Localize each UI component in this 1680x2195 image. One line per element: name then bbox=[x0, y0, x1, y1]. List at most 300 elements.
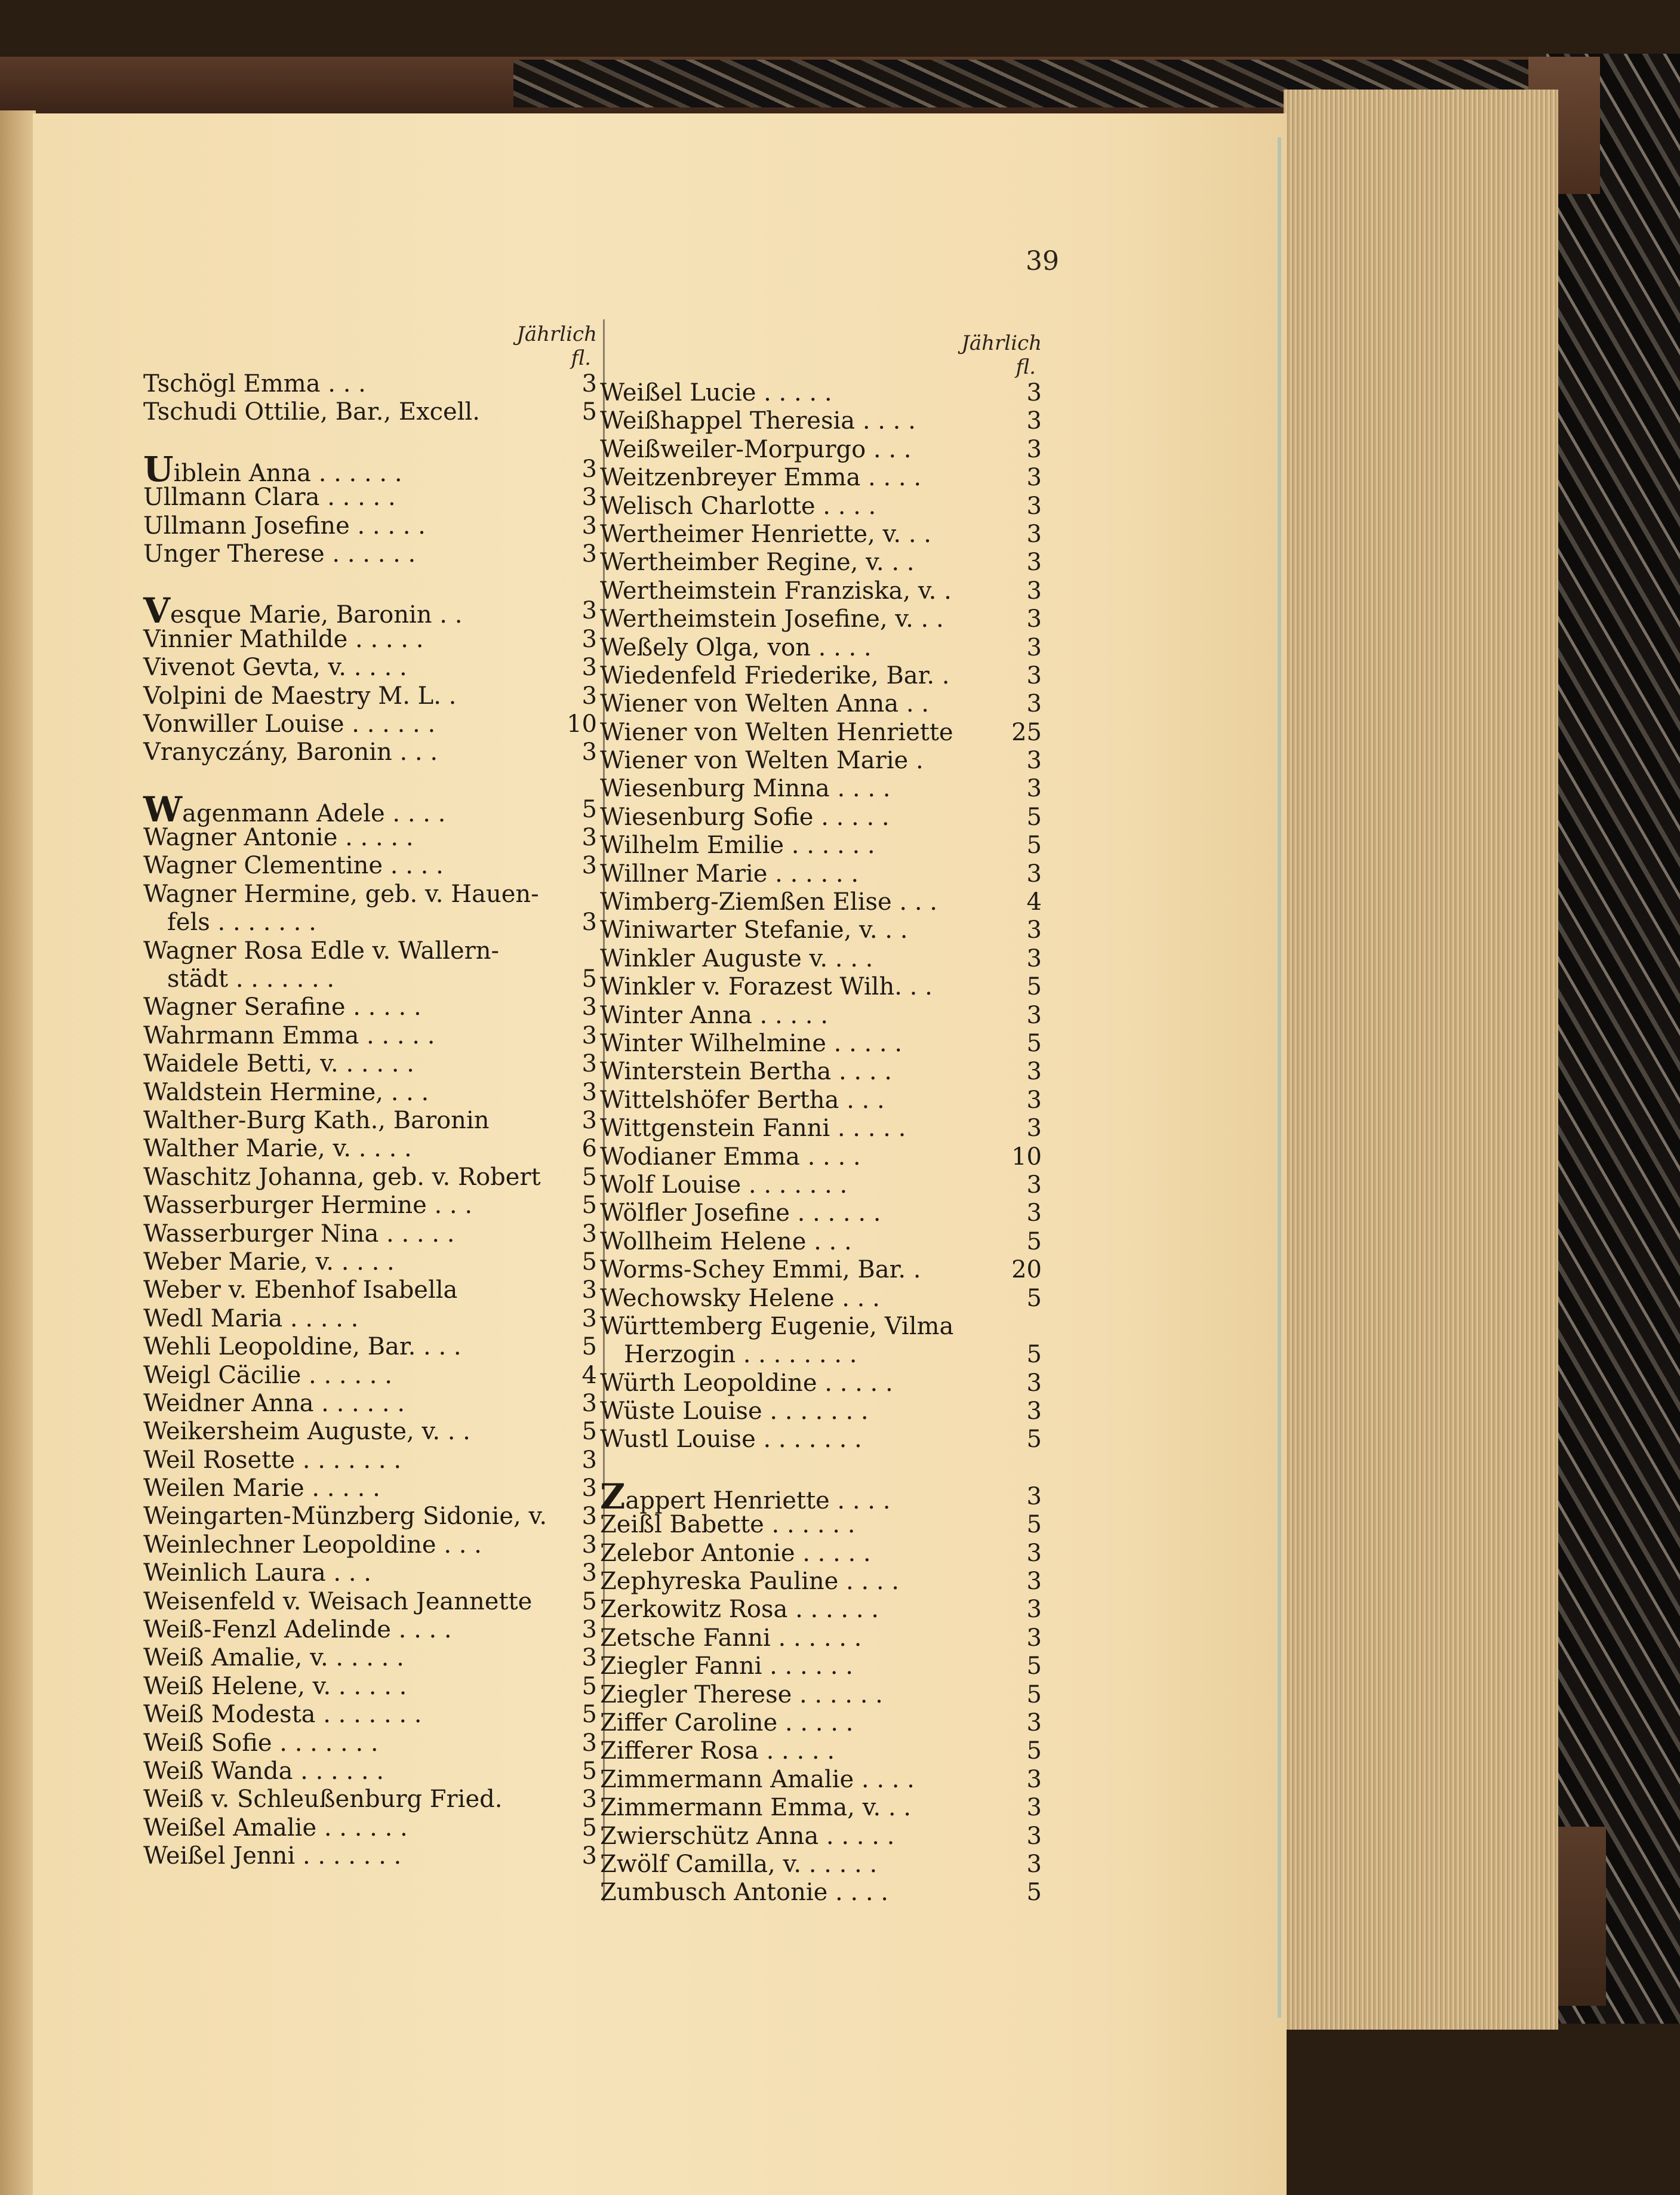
list-item bbox=[600, 945, 1042, 973]
entry-name: Vonwiller Louise . . . . . . bbox=[143, 710, 436, 738]
entry-amount: 3 bbox=[1026, 379, 1042, 407]
entry-name: Weißel Jenni . . . . . . . bbox=[143, 1842, 402, 1870]
list-item bbox=[600, 832, 1042, 860]
entry-amount: 4 bbox=[581, 1361, 597, 1389]
entry-amount: 5 bbox=[581, 1814, 597, 1842]
entry-name: Wasserburger Hermine . . . bbox=[143, 1192, 473, 1220]
entry-name: Weiß Modesta . . . . . . . bbox=[143, 1701, 422, 1729]
entry-amount: 3 bbox=[1026, 1482, 1042, 1510]
entry-amount: 3 bbox=[581, 1729, 597, 1757]
entry-amount: 3 bbox=[581, 852, 597, 880]
entry-amount: 3 bbox=[1026, 690, 1042, 718]
list-item bbox=[600, 1086, 1042, 1115]
entry-amount: 3 bbox=[1026, 1822, 1042, 1850]
entry-name: Weingarten-Münzberg Sidonie, v. bbox=[143, 1503, 547, 1531]
entry-name: Württemberg Eugenie, Vilma bbox=[600, 1312, 954, 1340]
list-item bbox=[600, 804, 1042, 832]
entry-amount: 3 bbox=[581, 738, 597, 766]
list-item bbox=[143, 540, 597, 568]
list-item bbox=[600, 1171, 1042, 1199]
entry-name: Winkler v. Forazest Wilh. . . bbox=[600, 973, 933, 1001]
entry-amount: 3 bbox=[581, 1220, 597, 1248]
entry-amount: 3 bbox=[1026, 605, 1042, 633]
entry-amount: 3 bbox=[1026, 916, 1042, 944]
entry-amount: 5 bbox=[1026, 1879, 1042, 1907]
entry-name: städt . . . . . . . bbox=[167, 965, 335, 993]
entry-amount: 3 bbox=[581, 1050, 597, 1078]
entry-name: Vivenot Gevta, v. . . . . bbox=[143, 654, 407, 682]
list-item bbox=[143, 738, 597, 766]
entry-amount: 3 bbox=[581, 654, 597, 682]
entry-amount: 3 bbox=[581, 484, 597, 512]
entry-amount: 10 bbox=[567, 710, 597, 738]
entry-name: Weber v. Ebenhof Isabella bbox=[143, 1276, 458, 1304]
list-item bbox=[600, 662, 1042, 690]
entry-name: Wertheimber Regine, v. . . bbox=[600, 549, 915, 577]
entry-name: Wertheimer Henriette, v. . . bbox=[600, 520, 931, 548]
entry-amount: 3 bbox=[581, 455, 597, 483]
list-item bbox=[143, 937, 597, 965]
entry-name: Zimmermann Amalie . . . . bbox=[600, 1765, 915, 1793]
entry-amount: 5 bbox=[1026, 1227, 1042, 1255]
entry-amount: 3 bbox=[1026, 775, 1042, 803]
entry-name: Ziffer Caroline . . . . . bbox=[600, 1708, 854, 1737]
list-item bbox=[600, 521, 1042, 549]
header-unit: fl. bbox=[571, 346, 591, 370]
entry-amount: 3 bbox=[1026, 1794, 1042, 1822]
list-item bbox=[143, 1107, 597, 1135]
list-item bbox=[143, 1248, 597, 1276]
entry-name: Weiß-Fenzl Adelinde . . . . bbox=[143, 1616, 452, 1644]
entry-name: Walther Marie, v. . . . . bbox=[143, 1135, 412, 1163]
entry-amount: 6 bbox=[581, 1135, 597, 1163]
entry-name: Weißhappel Theresia . . . . bbox=[600, 407, 916, 435]
entry-amount: 5 bbox=[581, 1192, 597, 1220]
list-item bbox=[143, 1135, 597, 1163]
list-item bbox=[600, 1652, 1042, 1680]
entry-name: Weißel Amalie . . . . . . bbox=[143, 1814, 408, 1842]
list-item bbox=[600, 1624, 1042, 1652]
list-item bbox=[143, 626, 597, 654]
list-item bbox=[600, 690, 1042, 718]
entry-name: Ziegler Therese . . . . . . bbox=[600, 1680, 883, 1708]
list-item bbox=[600, 1397, 1042, 1426]
list-item bbox=[143, 789, 597, 830]
entry-name: Ziegler Fanni . . . . . . bbox=[600, 1652, 853, 1680]
entry-name: Vranyczány, Baronin . . . bbox=[143, 738, 438, 766]
list-item bbox=[143, 1757, 597, 1785]
entry-amount: 3 bbox=[1026, 577, 1042, 605]
list-item bbox=[143, 370, 597, 398]
list-item bbox=[600, 1030, 1042, 1058]
entry-amount: 5 bbox=[581, 1333, 597, 1361]
entry-amount: 3 bbox=[1026, 1596, 1042, 1624]
entry-amount: 5 bbox=[1026, 1737, 1042, 1765]
entry-name: Weil Rosette . . . . . . . bbox=[143, 1446, 402, 1474]
entry-amount: 3 bbox=[581, 1785, 597, 1814]
entry-amount: 3 bbox=[1026, 1850, 1042, 1878]
list-item bbox=[143, 1220, 597, 1248]
entry-amount: 3 bbox=[1026, 1708, 1042, 1737]
entry-name: Wechowsky Helene . . . bbox=[600, 1284, 880, 1312]
entry-name: Unger Therese . . . . . . bbox=[143, 540, 416, 568]
entry-amount: 3 bbox=[1026, 435, 1042, 463]
list-item bbox=[600, 1313, 1042, 1341]
entry-amount: 3 bbox=[581, 1389, 597, 1417]
list-item bbox=[143, 1333, 597, 1361]
page-edge-tint bbox=[1278, 137, 1281, 2018]
entry-name: Weinlechner Leopoldine . . . bbox=[143, 1531, 482, 1559]
entry-name: Wiesenburg Minna . . . . bbox=[600, 775, 891, 803]
list-item bbox=[143, 1276, 597, 1304]
list-item bbox=[143, 1050, 597, 1078]
list-item bbox=[143, 1644, 597, 1672]
entry-name: Wertheimstein Josefine, v. . . bbox=[600, 605, 944, 633]
section-gap bbox=[143, 767, 597, 796]
entry-name: Weiß v. Schleußenburg Fried. bbox=[143, 1785, 503, 1814]
list-item bbox=[600, 436, 1042, 464]
entry-amount: 25 bbox=[1011, 718, 1042, 746]
list-item bbox=[600, 860, 1042, 888]
entry-name: Weber Marie, v. . . . . bbox=[143, 1248, 395, 1276]
entry-name: Ullmann Clara . . . . . bbox=[143, 484, 396, 512]
entry-name: Wolf Louise . . . . . . . bbox=[600, 1171, 848, 1199]
entry-amount: 5 bbox=[1026, 832, 1042, 860]
list-item bbox=[600, 1228, 1042, 1256]
entry-name: Wiedenfeld Friederike, Bar. . bbox=[600, 661, 950, 689]
entry-name: Weißel Lucie . . . . . bbox=[600, 379, 832, 407]
entry-amount: 3 bbox=[1026, 1765, 1042, 1793]
list-item bbox=[600, 577, 1042, 605]
entry-amount: 5 bbox=[581, 398, 597, 426]
list-item bbox=[600, 1426, 1042, 1454]
entry-name: Weidner Anna . . . . . . bbox=[143, 1389, 405, 1417]
entry-amount: 3 bbox=[1026, 944, 1042, 972]
entry-amount: 5 bbox=[581, 795, 597, 823]
entry-amount: 3 bbox=[1026, 1171, 1042, 1199]
list-item bbox=[143, 1588, 597, 1616]
list-item bbox=[143, 1192, 597, 1220]
list-item bbox=[143, 682, 597, 710]
entry-name: fels . . . . . . . bbox=[167, 909, 316, 937]
entry-amount: 3 bbox=[581, 540, 597, 568]
entry-amount: 3 bbox=[1026, 1369, 1042, 1397]
facing-page-edge bbox=[0, 110, 36, 2195]
list-item bbox=[600, 1709, 1042, 1737]
entry-name: Zifferer Rosa . . . . . bbox=[600, 1737, 835, 1765]
list-item bbox=[143, 654, 597, 682]
entry-name: Wustl Louise . . . . . . . bbox=[600, 1426, 862, 1454]
entry-name: Wodianer Emma . . . . bbox=[600, 1143, 861, 1171]
entry-name: Wagner Antonie . . . . . bbox=[143, 824, 414, 852]
entry-name: Wagner Hermine, geb. v. Hauen- bbox=[143, 880, 539, 908]
entry-amount: 3 bbox=[581, 1531, 597, 1559]
list-item bbox=[600, 1115, 1042, 1143]
list-item bbox=[600, 888, 1042, 916]
entry-name: Waschitz Johanna, geb. v. Robert bbox=[143, 1163, 541, 1191]
entry-amount: 3 bbox=[1026, 1199, 1042, 1227]
list-item bbox=[600, 1341, 1042, 1369]
list-item bbox=[600, 464, 1042, 492]
entry-name: Weßely Olga, von . . . . bbox=[600, 633, 872, 661]
marbled-cover-right bbox=[1546, 54, 1680, 2024]
entry-name: Winterstein Bertha . . . . bbox=[600, 1058, 892, 1086]
entry-name: Wasserburger Nina . . . . . bbox=[143, 1220, 455, 1248]
entry-name: Weiß Wanda . . . . . . bbox=[143, 1757, 384, 1785]
entry-amount: 3 bbox=[581, 993, 597, 1021]
entry-name: Vesque Marie, Baronin . . bbox=[143, 590, 463, 632]
right-column bbox=[600, 331, 1042, 1907]
header-label: Jährlich bbox=[961, 331, 1042, 355]
entry-amount: 5 bbox=[1026, 1680, 1042, 1708]
column-header bbox=[600, 331, 1042, 379]
entry-amount: 5 bbox=[581, 1163, 597, 1191]
list-item bbox=[600, 973, 1042, 1001]
entry-name: Wertheimstein Franziska, v. . bbox=[600, 577, 952, 605]
entry-amount: 5 bbox=[581, 1757, 597, 1785]
entry-amount: 3 bbox=[1026, 1568, 1042, 1596]
list-item bbox=[600, 605, 1042, 633]
entry-amount: 3 bbox=[581, 682, 597, 710]
entry-name: Weisenfeld v. Weisach Jeannette bbox=[143, 1587, 533, 1615]
entry-amount: 3 bbox=[1026, 1624, 1042, 1652]
entry-amount: 10 bbox=[1011, 1143, 1042, 1171]
entry-amount: 3 bbox=[1026, 492, 1042, 520]
entry-name: Wittelshöfer Bertha . . . bbox=[600, 1086, 885, 1114]
entry-amount: 3 bbox=[581, 1616, 597, 1644]
entry-name: Weinlich Laura . . . bbox=[143, 1559, 371, 1587]
list-item bbox=[600, 1285, 1042, 1313]
entry-amount: 3 bbox=[581, 1304, 597, 1332]
list-item bbox=[600, 407, 1042, 435]
entry-amount: 3 bbox=[581, 1446, 597, 1474]
entry-amount: 3 bbox=[1026, 549, 1042, 577]
entry-name: Wüste Louise . . . . . . . bbox=[600, 1397, 869, 1426]
entry-name: Wedl Maria . . . . . bbox=[143, 1304, 359, 1332]
entry-name: Zephyreska Pauline . . . . bbox=[600, 1568, 900, 1596]
entry-name: Weigl Cäcilie . . . . . . bbox=[143, 1361, 392, 1389]
entry-amount: 3 bbox=[1026, 633, 1042, 661]
list-item bbox=[143, 448, 597, 490]
entry-amount: 3 bbox=[1026, 747, 1042, 775]
list-item bbox=[143, 1022, 597, 1050]
list-item bbox=[143, 1418, 597, 1446]
list-item bbox=[600, 1143, 1042, 1171]
entry-name: Ullmann Josefine . . . . . bbox=[143, 512, 426, 540]
entry-amount: 3 bbox=[581, 625, 597, 653]
entry-name: Wölfler Josefine . . . . . . bbox=[600, 1199, 881, 1227]
entry-amount: 5 bbox=[581, 1248, 597, 1276]
entry-amount: 3 bbox=[581, 909, 597, 937]
entry-amount: 5 bbox=[581, 965, 597, 993]
entry-amount: 3 bbox=[581, 1078, 597, 1106]
list-item bbox=[143, 1701, 597, 1729]
list-item bbox=[143, 1079, 597, 1107]
list-item bbox=[143, 1390, 597, 1418]
list-item bbox=[600, 1794, 1042, 1822]
entry-name: Waidele Betti, v. . . . . . bbox=[143, 1050, 414, 1078]
entry-amount: 3 bbox=[581, 1842, 597, 1870]
list-item bbox=[143, 1785, 597, 1814]
list-item bbox=[143, 1305, 597, 1333]
list-item bbox=[143, 852, 597, 880]
entry-amount: 5 bbox=[1026, 1511, 1042, 1539]
list-item bbox=[600, 1199, 1042, 1227]
entry-amount: 5 bbox=[1026, 803, 1042, 831]
entry-name: Zerkowitz Rosa . . . . . . bbox=[600, 1596, 879, 1624]
list-item bbox=[600, 379, 1042, 407]
list-item bbox=[143, 512, 597, 540]
entry-amount: 3 bbox=[1026, 1397, 1042, 1426]
entry-amount: 3 bbox=[1026, 1058, 1042, 1086]
list-item bbox=[600, 1369, 1042, 1397]
entry-amount: 3 bbox=[581, 1106, 597, 1134]
entry-name: Zelebor Antonie . . . . . bbox=[600, 1539, 871, 1567]
entry-name: Winter Anna . . . . . bbox=[600, 1001, 828, 1029]
left-column bbox=[143, 322, 597, 1871]
entry-amount: 3 bbox=[1026, 407, 1042, 435]
list-item bbox=[143, 710, 597, 738]
entry-name: Winter Wilhelmine . . . . . bbox=[600, 1029, 903, 1057]
list-item bbox=[143, 1729, 597, 1757]
entry-name: Wehli Leopoldine, Bar. . . . bbox=[143, 1333, 461, 1361]
list-item bbox=[143, 1446, 597, 1474]
entry-name: Weilen Marie . . . . . bbox=[143, 1474, 380, 1503]
list-item bbox=[600, 549, 1042, 577]
entry-amount: 5 bbox=[1026, 1652, 1042, 1680]
entry-name: Wilhelm Emilie . . . . . . bbox=[600, 832, 875, 860]
entry-name: Walther-Burg Kath., Baronin bbox=[143, 1106, 490, 1134]
entry-name: Wollheim Helene . . . bbox=[600, 1227, 852, 1255]
entry-name: Winkler Auguste v. . . . bbox=[600, 944, 873, 972]
page-number: 39 bbox=[1026, 246, 1059, 276]
entry-amount: 3 bbox=[1026, 464, 1042, 492]
entry-name: Welisch Charlotte . . . . bbox=[600, 492, 876, 520]
entry-name: Waldstein Hermine, . . . bbox=[143, 1078, 429, 1106]
entry-name: Wimberg-Ziemßen Elise . . . bbox=[600, 888, 937, 916]
entry-amount: 3 bbox=[1026, 1086, 1042, 1114]
list-item bbox=[600, 1058, 1042, 1086]
entry-name: Zeißl Babette . . . . . . bbox=[600, 1511, 856, 1539]
list-item bbox=[143, 1842, 597, 1870]
entry-amount: 3 bbox=[1026, 1539, 1042, 1567]
list-item bbox=[600, 1568, 1042, 1596]
column-header bbox=[143, 322, 597, 370]
entry-amount: 3 bbox=[581, 1021, 597, 1049]
list-item bbox=[143, 1474, 597, 1503]
entry-name: Wittgenstein Fanni . . . . . bbox=[600, 1115, 906, 1143]
left-entry-list bbox=[143, 370, 597, 1871]
entry-amount: 5 bbox=[1026, 1029, 1042, 1057]
entry-name: Wagner Rosa Edle v. Wallern- bbox=[143, 937, 500, 965]
list-item bbox=[143, 590, 597, 632]
entry-name: Weiß Helene, v. . . . . . bbox=[143, 1672, 407, 1700]
list-item bbox=[600, 1681, 1042, 1709]
entry-amount: 3 bbox=[581, 824, 597, 852]
list-item bbox=[143, 993, 597, 1021]
entry-name: Weiß Amalie, v. . . . . . bbox=[143, 1644, 404, 1672]
entry-amount: 5 bbox=[1026, 1284, 1042, 1312]
entry-amount: 3 bbox=[581, 1276, 597, 1304]
entry-name: Zimmermann Emma, v. . . bbox=[600, 1794, 912, 1822]
entry-name: Wiener von Welten Henriette bbox=[600, 718, 953, 746]
list-item bbox=[143, 824, 597, 852]
list-item bbox=[600, 1879, 1042, 1907]
entry-amount: 3 bbox=[1026, 1001, 1042, 1029]
list-item bbox=[143, 398, 597, 426]
list-item bbox=[600, 747, 1042, 775]
page-edges bbox=[1284, 90, 1558, 2030]
entry-name: Wagner Serafine . . . . . bbox=[143, 993, 421, 1021]
list-item bbox=[143, 965, 597, 993]
entry-name: Zwölf Camilla, v. . . . . . bbox=[600, 1850, 878, 1878]
list-item bbox=[143, 1673, 597, 1701]
section-gap bbox=[143, 427, 597, 455]
list-item bbox=[143, 1616, 597, 1644]
list-item bbox=[600, 1476, 1042, 1517]
entry-name: Weißweiler-Morpurgo . . . bbox=[600, 435, 912, 463]
entry-amount: 5 bbox=[1026, 973, 1042, 1001]
entry-amount: 4 bbox=[1026, 888, 1042, 916]
entry-name: Volpini de Maestry M. L. . bbox=[143, 682, 457, 710]
list-item bbox=[600, 775, 1042, 803]
list-item bbox=[600, 492, 1042, 521]
entry-name: Wiesenburg Sofie . . . . . bbox=[600, 803, 890, 831]
entry-name: Weiß Sofie . . . . . . . bbox=[143, 1729, 379, 1757]
list-item bbox=[143, 909, 597, 937]
list-item bbox=[600, 1256, 1042, 1284]
entry-name: Wagner Clementine . . . . bbox=[143, 852, 444, 880]
entry-name: Vinnier Mathilde . . . . . bbox=[143, 625, 424, 653]
entry-name: Worms-Schey Emmi, Bar. . bbox=[600, 1256, 921, 1284]
entry-amount: 5 bbox=[581, 1701, 597, 1729]
entry-name: Wahrmann Emma . . . . . bbox=[143, 1021, 435, 1049]
entry-amount: 3 bbox=[581, 512, 597, 540]
entry-amount: 3 bbox=[581, 1559, 597, 1587]
list-item bbox=[600, 1766, 1042, 1794]
entry-amount: 20 bbox=[1011, 1256, 1042, 1284]
entry-amount: 3 bbox=[581, 370, 597, 398]
list-item bbox=[600, 916, 1042, 944]
list-item bbox=[600, 1823, 1042, 1851]
entry-amount: 5 bbox=[581, 1418, 597, 1446]
entry-name: Wiener von Welten Marie . bbox=[600, 747, 924, 775]
list-item bbox=[600, 1002, 1042, 1030]
entry-amount: 3 bbox=[1026, 860, 1042, 888]
list-item bbox=[600, 634, 1042, 662]
list-item bbox=[143, 1503, 597, 1531]
entry-amount: 5 bbox=[581, 1587, 597, 1615]
list-item bbox=[600, 1511, 1042, 1539]
entry-name: Tschudi Ottilie, Bar., Excell. bbox=[143, 398, 481, 426]
list-item bbox=[600, 1540, 1042, 1568]
list-item bbox=[143, 1814, 597, 1842]
entry-name: Herzogin . . . . . . . . bbox=[624, 1341, 857, 1369]
entry-amount: 3 bbox=[1026, 520, 1042, 548]
entry-name: Wiener von Welten Anna . . bbox=[600, 690, 929, 718]
list-item bbox=[143, 484, 597, 512]
section-gap bbox=[143, 568, 597, 597]
section-gap bbox=[600, 1454, 1042, 1483]
entry-amount: 3 bbox=[1026, 1115, 1042, 1143]
entry-amount: 3 bbox=[581, 597, 597, 625]
entry-name: Zetsche Fanni . . . . . . bbox=[600, 1624, 862, 1652]
entry-name: Zwierschütz Anna . . . . . bbox=[600, 1822, 895, 1850]
entry-name: Willner Marie . . . . . . bbox=[600, 860, 859, 888]
entry-name: Würth Leopoldine . . . . . bbox=[600, 1369, 893, 1397]
entry-name: Winiwarter Stefanie, v. . . bbox=[600, 916, 908, 944]
entry-amount: 5 bbox=[1026, 1341, 1042, 1369]
